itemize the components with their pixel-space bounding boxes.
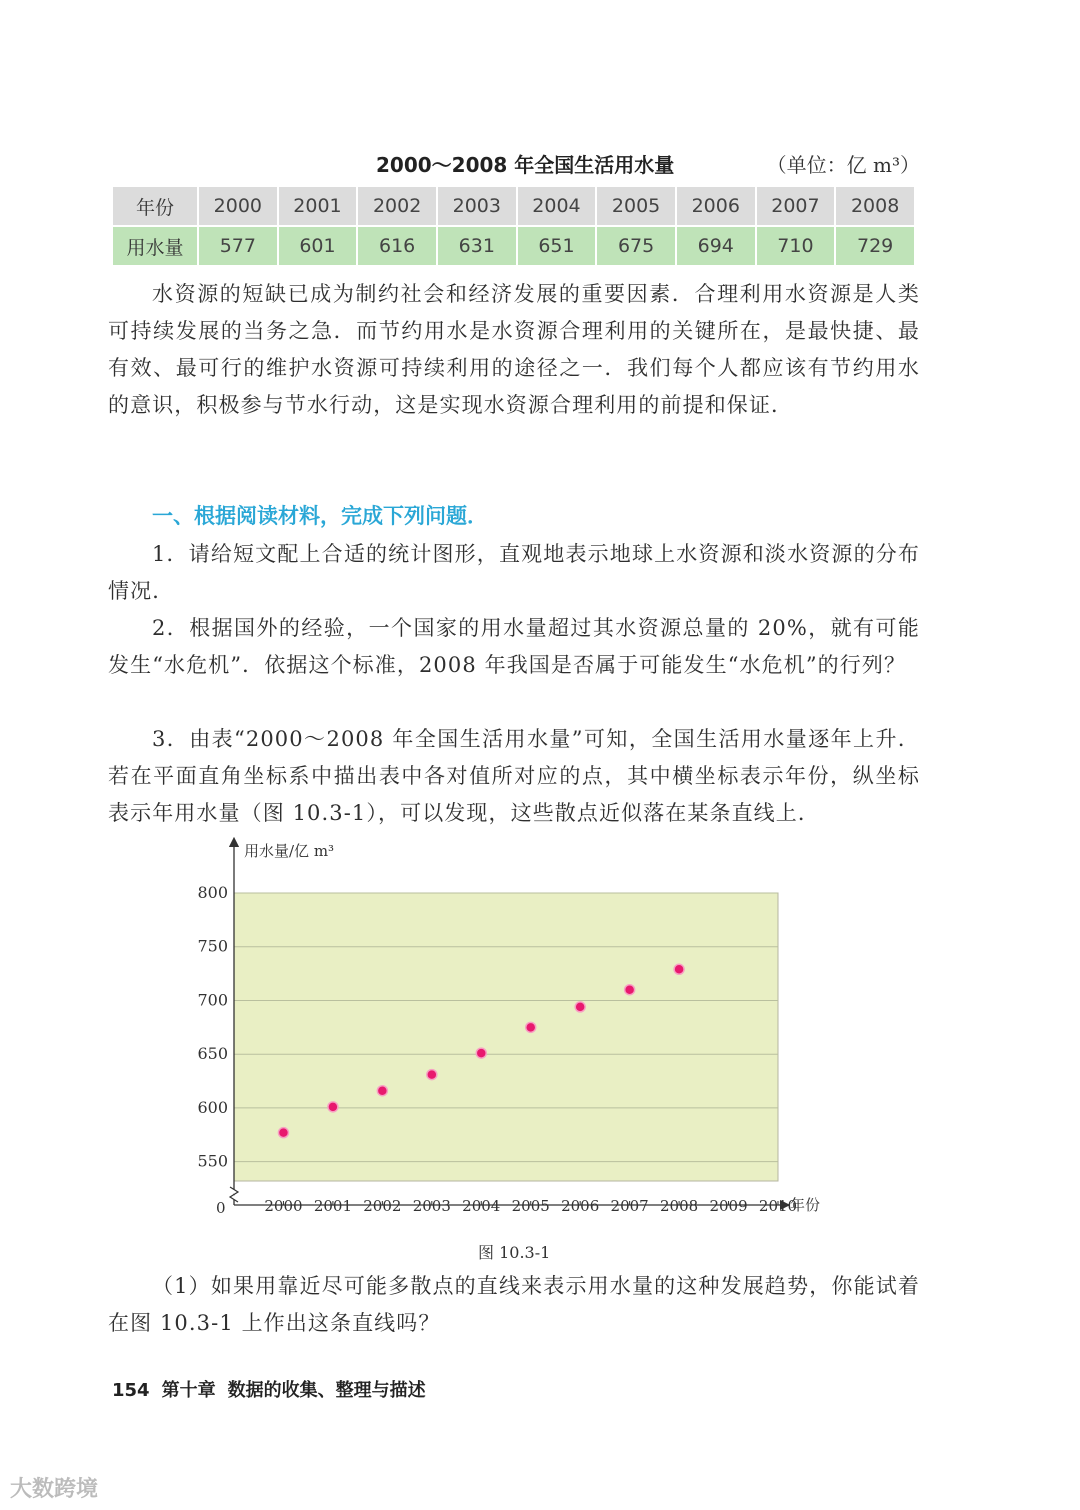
section-heading: 一、根据阅读材料，完成下列问题． <box>152 504 488 528</box>
y-tick-label: 700 <box>197 990 228 1010</box>
y-axis-label: 用水量/亿 m³ <box>244 842 335 860</box>
table-cell-value: 577 <box>199 227 277 265</box>
table-title: 2000～2008 年全国生活用水量 <box>376 153 675 177</box>
x-tick-label: 2007 <box>610 1197 649 1215</box>
table-cell-year: 2007 <box>757 187 835 225</box>
axis-break-icon <box>230 1187 238 1202</box>
x-tick-label: 2008 <box>659 1197 699 1215</box>
table-cell-year: 2005 <box>597 187 675 225</box>
table-cell-year: 2004 <box>518 187 596 225</box>
page-footer <box>112 1376 438 1402</box>
x-tick-label: 2001 <box>313 1197 353 1215</box>
x-tick-label: 2003 <box>412 1197 451 1215</box>
scatter-chart <box>190 836 850 1226</box>
table-cell-year: 2003 <box>438 187 516 225</box>
y-tick-label: 650 <box>197 1044 228 1064</box>
y-tick-label: 750 <box>197 936 228 956</box>
table-cell-year: 2001 <box>279 187 357 225</box>
table-row-values <box>113 227 914 265</box>
table-cell-value: 651 <box>518 227 596 265</box>
chapter-number: 第十章 <box>161 1380 216 1401</box>
x-tick-label: 2004 <box>462 1197 501 1215</box>
page-number: 154 <box>112 1380 150 1401</box>
table-cell-value: 694 <box>677 227 755 265</box>
x-axis-label: 年份 <box>790 1196 821 1214</box>
data-point <box>526 1022 536 1032</box>
x-tick-label: 2000 <box>264 1197 303 1215</box>
data-point <box>625 985 635 995</box>
question-1: 1．请给短文配上合适的统计图形，直观地表示地球上水资源和淡水资源的分布情况． <box>108 542 920 603</box>
table-row-label: 用水量 <box>113 227 197 265</box>
table-cell-year: 2002 <box>358 187 436 225</box>
table-cell-value: 631 <box>438 227 516 265</box>
table-unit: （单位：亿 m³） <box>766 153 920 177</box>
y-tick-label: 600 <box>197 1097 228 1117</box>
plot-area <box>234 893 778 1181</box>
figure-caption: 图 10.3-1 <box>478 1243 551 1262</box>
origin-label: 0 <box>216 1199 226 1217</box>
table-cell-year: 2008 <box>836 187 914 225</box>
table-cell-value: 616 <box>358 227 436 265</box>
data-point <box>328 1102 338 1112</box>
y-tick-label: 800 <box>197 883 228 902</box>
question-3: 3．由表“2000～2008 年全国生活用水量”可知，全国生活用水量逐年上升．若在平面直角坐标系中描出表中各对值所对应的点，其中横坐标表示年份，纵坐标表示年用水量（图 10.3-1），可以发现，这些散点近似落在某条直线上． <box>108 727 920 825</box>
water-usage-table <box>111 185 916 267</box>
x-tick-label: 2010 <box>758 1197 798 1215</box>
x-tick-label: 2005 <box>511 1197 550 1215</box>
data-point <box>476 1048 486 1058</box>
question-2: 2．根据国外的经验，一个国家的用水量超过其水资源总量的 20%，就有可能发生“水危机”．依据这个标准，2008 年我国是否属于可能发生“水危机”的行列？ <box>108 616 920 677</box>
x-tick-label: 2006 <box>561 1197 600 1215</box>
table-header-label: 年份 <box>113 187 197 225</box>
table-row-years <box>113 187 914 225</box>
x-tick-label: 2009 <box>709 1197 748 1215</box>
table-cell-value: 601 <box>279 227 357 265</box>
data-point <box>575 1002 585 1012</box>
y-tick-label: 550 <box>197 1151 228 1171</box>
data-point <box>674 964 684 974</box>
data-point <box>427 1070 437 1080</box>
question-3-part-1: （1）如果用靠近尽可能多散点的直线来表示用水量的这种发展趋势，你能试着在图 10.3-1 上作出这条直线吗？ <box>108 1274 920 1335</box>
data-point <box>377 1086 387 1096</box>
table-header <box>108 145 920 179</box>
table-cell-value: 675 <box>597 227 675 265</box>
x-tick-label: 2002 <box>363 1197 402 1215</box>
table-cell-year: 2006 <box>677 187 755 225</box>
table-cell-year: 2000 <box>199 187 277 225</box>
table-cell-value: 710 <box>757 227 835 265</box>
watermark-logo: 大数跨境 <box>10 1477 99 1502</box>
table-cell-value: 729 <box>836 227 914 265</box>
paragraph-water-resources: 水资源的短缺已成为制约社会和经济发展的重要因素．合理利用水资源是人类可持续发展的当务之急．而节约用水是水资源合理利用的关键所在，是最快捷、最有效、最可行的维护水资源可持续利用的途径之一．我们每个人都应该有节约用水的意识，积极参与节水行动，这是实现水资源合理利用的前提和保证． <box>108 282 920 417</box>
chapter-title: 数据的收集、整理与描述 <box>227 1380 426 1401</box>
data-point <box>278 1128 288 1138</box>
